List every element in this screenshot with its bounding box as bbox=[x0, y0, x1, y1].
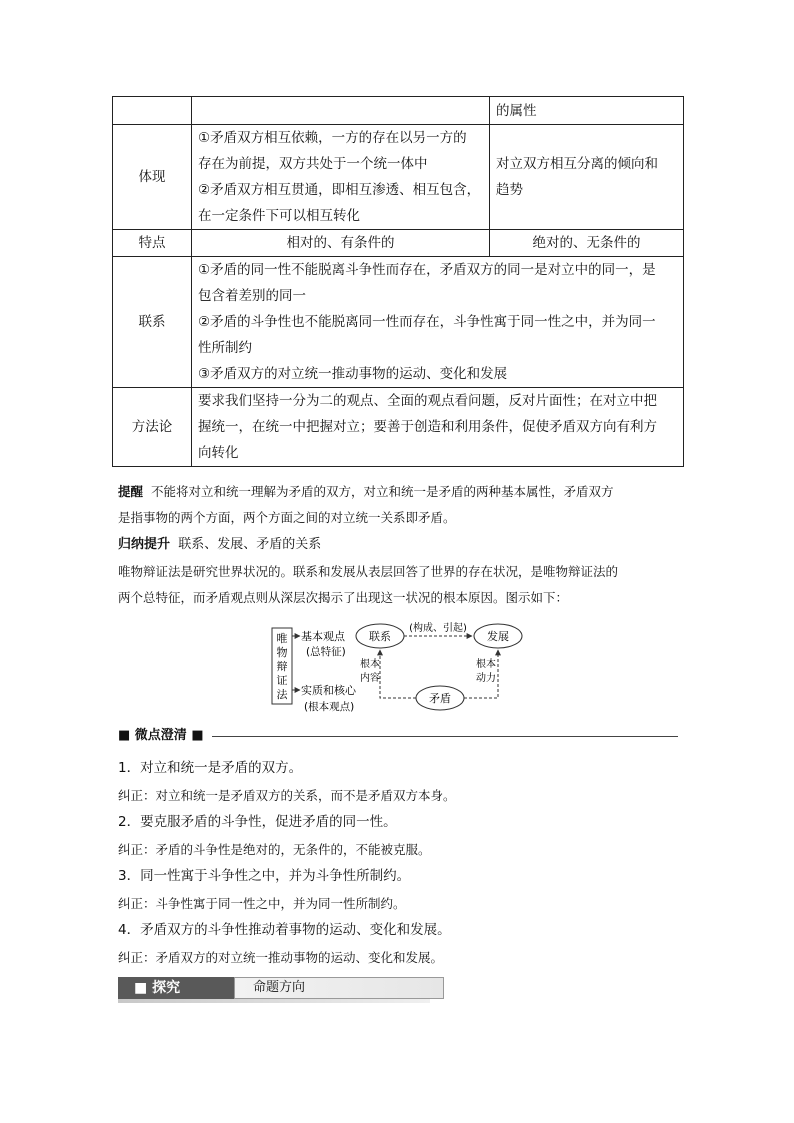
tixing-line: 是指事物的两个方面，两个方面之间的对立统一关系即矛盾。 bbox=[118, 510, 456, 525]
box-char: 法 bbox=[276, 688, 288, 701]
fazhan-label: 发展 bbox=[487, 630, 509, 643]
cell-line: 要求我们坚持一分为二的观点、全面的观点看问题，反对片面性；在对立中把 bbox=[198, 393, 657, 409]
correction: 纠正：矛盾的斗争性是绝对的，无条件的，不能被克服。 bbox=[118, 842, 431, 857]
cell-line: ③矛盾双方的对立统一推动事物的运动、变化和发展 bbox=[198, 366, 508, 382]
correction: 纠正：对立和统一是矛盾双方的关系，而不是矛盾双方本身。 bbox=[118, 788, 456, 803]
banner-shadow bbox=[118, 999, 430, 1003]
cell-line: 在一定条件下可以相互转化 bbox=[198, 208, 360, 224]
section-title: ■ 微点澄清 ■ bbox=[118, 728, 204, 743]
box-char: 物 bbox=[276, 646, 288, 659]
list-item: 1．对立和统一是矛盾的双方。 bbox=[118, 760, 303, 776]
list-item: 4．矛盾双方的斗争性推动着事物的运动、变化和发展。 bbox=[118, 922, 451, 938]
table-row-tixian bbox=[113, 125, 684, 230]
cell-line: 向转化 bbox=[198, 445, 239, 461]
table-row-lianxi bbox=[113, 257, 684, 388]
list-item: 3．同一性寓于斗争性之中，并为斗争性所制约。 bbox=[118, 868, 411, 884]
cell-line: 包含着差别的同一 bbox=[198, 288, 306, 304]
cell-line: ②矛盾的斗争性也不能脱离同一性而存在，斗争性寓于同一性之中，并为同一 bbox=[198, 314, 656, 330]
divider bbox=[212, 736, 678, 737]
guina-line: 两个总特征，而矛盾观点则从深层次揭示了出现这一状况的根本原因。图示如下： bbox=[118, 590, 569, 605]
left-vertical-label: 根本 bbox=[360, 659, 380, 670]
table-cell: 的属性 bbox=[490, 97, 684, 125]
guina-line: 唯物辩证法是研究世界状况的。联系和发展从表层回答了世界的存在状况，是唯物辩证法的 bbox=[118, 564, 619, 579]
box-char: 唯 bbox=[276, 632, 288, 645]
lianxi-label: 联系 bbox=[369, 630, 391, 643]
maodun-label: 矛盾 bbox=[429, 692, 451, 705]
tixian-douzheng-cell bbox=[490, 125, 684, 230]
tixian-tongyi-cell bbox=[192, 125, 490, 230]
tixing-label: 提醒 bbox=[118, 484, 144, 499]
general-feature-label: (总特征) bbox=[306, 646, 346, 658]
explore-banner bbox=[118, 977, 430, 999]
table-cell: 相对的、有条件的 bbox=[192, 230, 490, 257]
explore-label: ■ 探究 bbox=[118, 977, 234, 999]
relation-diagram bbox=[270, 620, 532, 720]
cell-line: ①矛盾的同一性不能脱离斗争性而存在，矛盾双方的同一是对立中的同一，是 bbox=[198, 262, 656, 278]
row-label: 方法论 bbox=[113, 388, 192, 467]
left-vertical-label: 内容 bbox=[360, 673, 380, 684]
table-cell: 绝对的、无条件的 bbox=[490, 230, 684, 257]
box-char: 证 bbox=[276, 674, 288, 687]
box-char: 辩 bbox=[276, 660, 288, 673]
fangfa-cell bbox=[192, 388, 684, 467]
root-view-label: (根本观点) bbox=[304, 701, 355, 713]
cell-line: 握统一，在统一中把握对立；要善于创造和利用条件，促使矛盾双方向有利方 bbox=[198, 419, 657, 435]
cell-line: 对立双方相互分离的倾向和 bbox=[496, 156, 658, 172]
tixing-paragraph bbox=[118, 481, 684, 503]
correction: 纠正：斗争性寓于同一性之中，并为同一性所制约。 bbox=[118, 896, 406, 911]
dashed-arrow bbox=[380, 650, 416, 698]
cell-line: 性所制约 bbox=[198, 340, 252, 356]
lianxi-cell bbox=[192, 257, 684, 388]
cell-line: 趋势 bbox=[496, 182, 523, 198]
list-item: 2．要克服矛盾的斗争性，促进矛盾的同一性。 bbox=[118, 814, 397, 830]
tixing-line: 不能将对立和统一理解为矛盾的双方，对立和统一是矛盾的两种基本属性，矛盾双方 bbox=[150, 484, 614, 499]
row-label: 体现 bbox=[113, 125, 192, 230]
row-label: 联系 bbox=[113, 257, 192, 388]
guina-title: 联系、发展、矛盾的关系 bbox=[178, 537, 322, 552]
table-row-fangfa bbox=[113, 388, 684, 467]
explore-sub-label: 命题方向 bbox=[234, 977, 444, 999]
correction: 纠正：矛盾双方的对立统一推动事物的运动、变化和发展。 bbox=[118, 950, 444, 965]
row-label: 特点 bbox=[113, 230, 192, 257]
comparison-table bbox=[112, 96, 684, 467]
weidian-section-header bbox=[118, 726, 678, 746]
cell-line: ②矛盾双方相互贯通，即相互渗透、相互包含， bbox=[198, 182, 481, 198]
basic-view-label: 基本观点 bbox=[301, 630, 345, 643]
right-vertical-label: 根本 bbox=[476, 659, 496, 670]
cell-line: 存在为前提，双方共处于一个统一体中 bbox=[198, 156, 428, 172]
essence-label: 实质和核心 bbox=[301, 684, 356, 697]
guina-label: 归纳提升 bbox=[118, 537, 171, 552]
table-row-tedian bbox=[113, 230, 684, 257]
arrow-label: (构成、引起) bbox=[409, 623, 467, 634]
right-vertical-label: 动力 bbox=[476, 673, 496, 684]
cell-line: ①矛盾双方相互依赖，一方的存在以另一方的 bbox=[198, 130, 467, 146]
table-row bbox=[113, 97, 684, 125]
guina-heading bbox=[118, 534, 684, 556]
